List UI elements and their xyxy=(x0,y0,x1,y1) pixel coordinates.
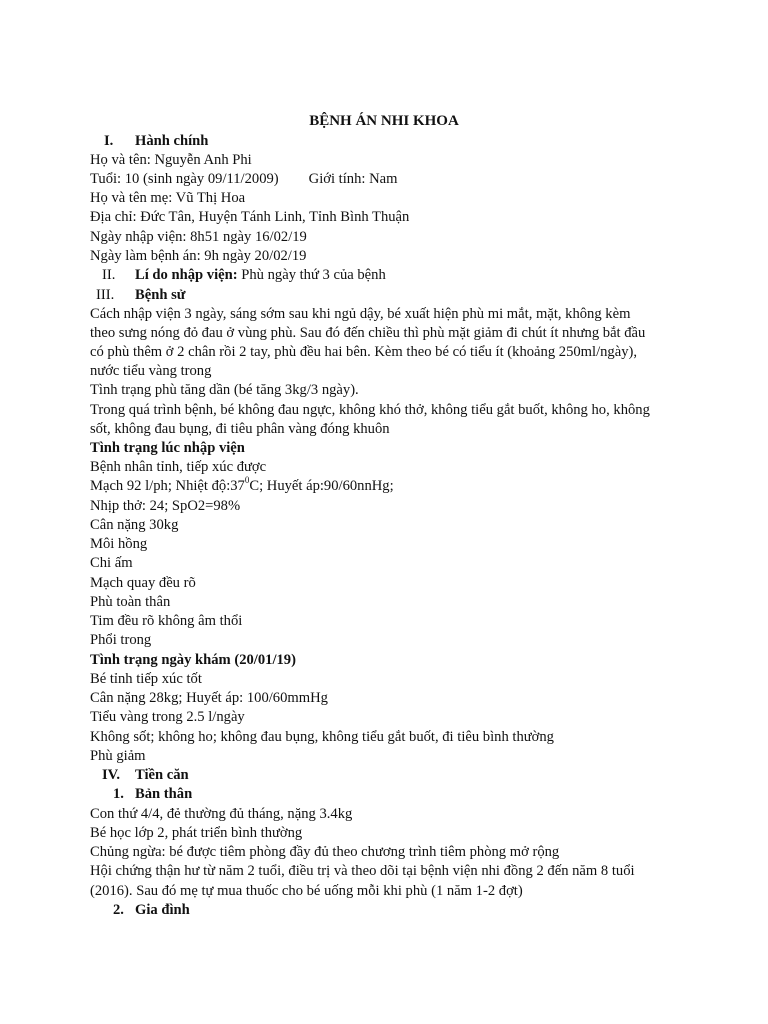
past-history-line: (2016). Sau đó mẹ tự mua thuốc cho bé uống mỗi khi phù (1 năm 1-2 đợt) xyxy=(90,883,523,899)
subsection-heading-personal: Bản thân xyxy=(135,786,193,802)
status-line: Nhịp thở: 24; SpO2=98% xyxy=(90,498,241,514)
status-line: Bệnh nhân tỉnh, tiếp xúc được xyxy=(90,459,267,475)
past-history-line: Con thứ 4/4, đẻ thường đủ tháng, nặng 3.4kg xyxy=(90,806,353,822)
status-line: Phù toàn thân xyxy=(90,594,171,610)
history-text: sốt, không đau bụng, đi tiêu phân vàng đóng khuôn xyxy=(90,421,390,437)
patient-age: Tuổi: 10 (sinh ngày 09/11/2009) xyxy=(90,171,279,187)
history-text: nước tiểu vàng trong xyxy=(90,363,212,379)
past-history-line: Bé học lớp 2, phát triển bình thường xyxy=(90,825,303,841)
status-line: Môi hồng xyxy=(90,536,148,552)
status-line: Phổi trong xyxy=(90,632,152,648)
patient-gender: Giới tính: Nam xyxy=(308,171,398,187)
reason-text: Phù ngày thứ 3 của bệnh xyxy=(237,267,386,283)
patient-name: Họ và tên: Nguyễn Anh Phi xyxy=(90,152,252,168)
vitals-text: C; Huyết áp:90/60nnHg; xyxy=(249,478,394,494)
history-text: Cách nhập viện 3 ngày, sáng sớm sau khi ngủ dậy, bé xuất hiện phù mi mắt, mặt, không kèm xyxy=(90,306,631,322)
past-history-line: Chủng ngừa: bé được tiêm phòng đầy đủ theo chương trình tiêm phòng mở rộng xyxy=(90,844,560,860)
subsection-number: 2. xyxy=(113,902,124,918)
address: Địa chỉ: Đức Tân, Huyện Tánh Linh, Tỉnh Bình Thuận xyxy=(90,209,410,225)
past-history-line: Hội chứng thận hư từ năm 2 tuổi, điều trị và theo dõi tại bệnh viện nhi đồng 2 đến năm 8 tuổi xyxy=(90,863,635,879)
section-heading-admin: Hành chính xyxy=(135,133,209,149)
document-title: BỆNH ÁN NHI KHOA xyxy=(309,113,459,129)
section-heading-history: Bệnh sử xyxy=(135,287,186,303)
admission-status-heading: Tình trạng lúc nhập viện xyxy=(90,440,245,456)
reason-line xyxy=(135,266,386,285)
status-line: Chi ấm xyxy=(90,555,133,571)
section-number: II. xyxy=(102,267,116,283)
record-date: Ngày làm bệnh án: 9h ngày 20/02/19 xyxy=(90,248,307,264)
history-text: theo sưng nóng đỏ đau ở vùng phù. Sau đó đến chiều thì phù mặt giảm đi chút ít nhưng bắt đầu xyxy=(90,325,646,341)
exam-line: Bé tỉnh tiếp xúc tốt xyxy=(90,671,202,687)
history-text: Tình trạng phù tăng dần (bé tăng 3kg/3 ngày). xyxy=(90,382,359,398)
section-number: IV. xyxy=(102,767,120,783)
vitals-line xyxy=(90,477,690,496)
status-line: Cân nặng 30kg xyxy=(90,517,179,533)
exam-line: Tiểu vàng trong 2.5 l/ngày xyxy=(90,709,245,725)
exam-line: Phù giảm xyxy=(90,748,146,764)
exam-line: Không sốt; không ho; không đau bụng, không tiểu gắt buốt, đi tiêu bình thường xyxy=(90,729,554,745)
patient-age-gender-line xyxy=(90,170,690,189)
exam-line: Cân nặng 28kg; Huyết áp: 100/60mmHg xyxy=(90,690,328,706)
history-text: có phù thêm ở 2 chân rồi 2 tay, phù đều hai bên. Kèm theo bé có tiểu ít (khoảng 250ml/ngày), xyxy=(90,344,638,360)
subsection-number: 1. xyxy=(113,786,124,802)
subsection-heading-family: Gia đình xyxy=(135,902,190,918)
admission-date: Ngày nhập viện: 8h51 ngày 16/02/19 xyxy=(90,229,307,245)
section-number: III. xyxy=(96,287,115,303)
status-line: Tim đều rõ không âm thổi xyxy=(90,613,243,629)
section-heading-past-history: Tiền căn xyxy=(135,767,189,783)
history-text: Trong quá trình bệnh, bé không đau ngực, không khó thở, không tiểu gắt buốt, không ho, không xyxy=(90,402,650,418)
vitals-text: Mạch 92 l/ph; Nhiệt độ:37 xyxy=(90,478,245,494)
mother-name: Họ và tên mẹ: Vũ Thị Hoa xyxy=(90,190,246,206)
status-line: Mạch quay đều rõ xyxy=(90,575,196,591)
degree-superscript: 0 xyxy=(244,475,250,486)
section-heading-reason: Lí do nhập viện: xyxy=(135,267,238,283)
section-number: I. xyxy=(104,133,114,149)
exam-status-heading: Tình trạng ngày khám (20/01/19) xyxy=(90,652,296,668)
